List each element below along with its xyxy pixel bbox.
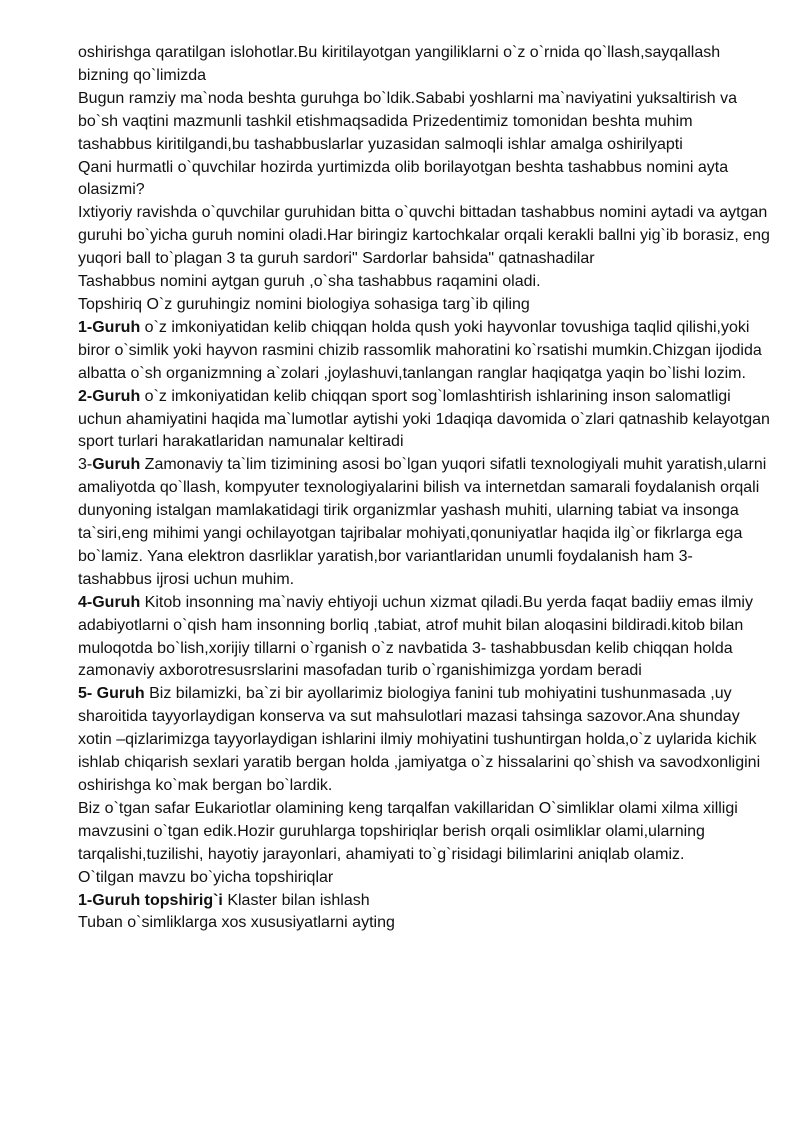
paragraph-intro-continuation: [78, 42, 770, 88]
paragraph-group-4: [78, 592, 770, 684]
paragraph-group-1: [78, 317, 770, 386]
paragraph-text: Klaster bilan ishlash: [222, 891, 370, 909]
paragraph-group-3: [78, 454, 770, 591]
paragraph-group-5: [78, 683, 770, 798]
paragraph-rules: [78, 202, 770, 271]
group-heading: 1-Guruh topshirig`i: [78, 891, 223, 909]
paragraph-text: Bugun ramziy ma`noda beshta guruhga bo`ldik.Sababi yoshlarni ma`naviyatini yuksaltirish va bo`sh vaqtini mazmunli tashkil etishmaqsadida Prizedentimiz tomonidan beshta muhim tashabbus kiritilgandi,bu tashabbuslarlar yuzasidan salmoqli ishlar amalga oshirilyapti: [78, 89, 738, 153]
paragraph-group-2: [78, 386, 770, 455]
paragraph-initiative-number: [78, 271, 770, 294]
group-heading-prefix: 3-: [78, 456, 93, 474]
group-heading: 5- Guruh: [78, 685, 145, 703]
paragraph-text: Tashabbus nomini aytgan guruh ,o`sha tashabbus raqamini oladi.: [78, 273, 541, 291]
paragraph-plants-topic: [78, 798, 770, 867]
paragraph-group-1-task: [78, 890, 770, 913]
group-heading: Guruh: [92, 456, 141, 474]
paragraph-text: Kitob insonning ma`naviy ehtiyoji uchun xizmat qiladi.Bu yerda faqat badiiy emas ilmiy adabiyotlarni o`qish ham insonning borliq ,tabiat, atrof muhit bilan aloqasini bildiradi.kitob bilan muloqotda bo`lish,xorijiy tillarni o`rganish o`z navbatida 3- tashabbusdan kelib chiqqan holda zamonaviy axborotresusrslarini masofadan turib o`rganishimizga yordam beradi: [78, 593, 753, 680]
paragraph-text: Topshiriq O`z guruhingiz nomini biologiya sohasiga targ`ib qiling: [78, 295, 530, 313]
paragraph-text: Tuban o`simliklarga xos xususiyatlarni ayting: [78, 914, 395, 932]
paragraph-text: Qani hurmatli o`quvchilar hozirda yurtimizda olib borilayotgan beshta tashabbus nomini ayta olasizmi?: [78, 158, 729, 199]
paragraph-text: oshirishga qaratilgan islohotlar.Bu kiritilayotgan yangiliklarni o`z o`rnida qo`llash,sayqallash bizning qo`limizda: [78, 44, 721, 84]
paragraph-text: o`z imkoniyatidan kelib chiqqan sport sog`lomlashtirish ishlarining inson salomatligi uchun ahamiyatini haqida ma`lumotlar aytishi yoki 1daqiqa davomida o`zlari qatnashib kelayotgan sport turlari harakatlaridan namunalar keltiradi: [78, 387, 770, 451]
paragraph-text: Biz o`tgan safar Eukariotlar olamining keng tarqalfan vakillaridan O`simliklar olami xilma xilligi mavzusini o`tgan edik.Hozir guruhlarga topshiriqlar berish orqali osimliklar olami,ularning tarqalishi,tuzilishi, hayotiy jarayonlari, ahamiyati to`g`risidagi bilimlarini aniqlab olamiz.: [78, 799, 738, 863]
paragraph-question: [78, 157, 770, 203]
group-heading: 4-Guruh: [78, 593, 141, 611]
paragraph-text: o`z imkoniyatidan kelib chiqqan holda qush yoki hayvonlar tovushiga taqlid qilishi,yoki biror o`simlik yoki hayvon rasmini chizib rassomlik mahoratini ko`rsatishi mumkin.Chizgan ijodida albatta o`sh organizmning a`zolari ,joylashuvi,tanlangan ranglar haqiqatga yaqin bo`lishi lozim.: [78, 318, 762, 382]
paragraph-task: [78, 294, 770, 317]
paragraph-tasks-heading: [78, 867, 770, 890]
paragraph-text: Zamonaviy ta`lim tizimining asosi bo`lgan yuqori sifatli texnologiyali muhit yaratish,ularni amaliyotda qo`llash, kompyuter texnologiyalarini bilish va internetdan samarali foydalanish orqali dunyoning istalgan mamlakatidagi tirik organizmlar yashash muhiti, ularning tabiat va insonga ta`siri,eng mihimi yangi ochilayotgan tajribalar mohiyati,qonuniyatlar haqida ilg`or fikrlarga ega bo`lamiz. Yana elektron dasrliklar yaratish,bor variantlaridan unumli foydalanish ham 3- tashabbus ijrosi uchun muhim.: [78, 456, 767, 588]
paragraph-text: Biz bilamizki, ba`zi bir ayollarimiz biologiya fanini tub mohiyatini tushunmasada ,uy sharoitida tayyorlaydigan konserva va sut mahsulotlari mazasi tahsinga sazovor.Ana shunday xotin –qizlarimizga tayyorlaydigan ishlarini ilmiy mohiyatini tushuntirgan holda,o`z uylarida kichik ishlab chiqarish sexlari yaratib bergan holda ,jamiyatga o`z hissalarini qo`shish va savodxonligini oshirishga ko`mak bergan bo`lardik.: [78, 685, 761, 794]
paragraph-lower-plants: [78, 912, 770, 935]
paragraph-text: O`tilgan mavzu bo`yicha topshiriqlar: [78, 868, 334, 886]
paragraph-five-groups: [78, 88, 770, 157]
paragraph-text: Ixtiyoriy ravishda o`quvchilar guruhidan bitta o`quvchi bittadan tashabbus nomini aytadi va aytgan guruhi bo`yicha guruh nomini oladi.Har biringiz kartochkalar orqali kerakli ballni yig`ib borasiz, eng yuqori ball to`plagan 3 ta guruh sardori" Sardorlar bahsida" qatnashadilar: [78, 204, 770, 268]
group-heading: 2-Guruh: [78, 387, 141, 405]
group-heading: 1-Guruh: [78, 318, 141, 336]
